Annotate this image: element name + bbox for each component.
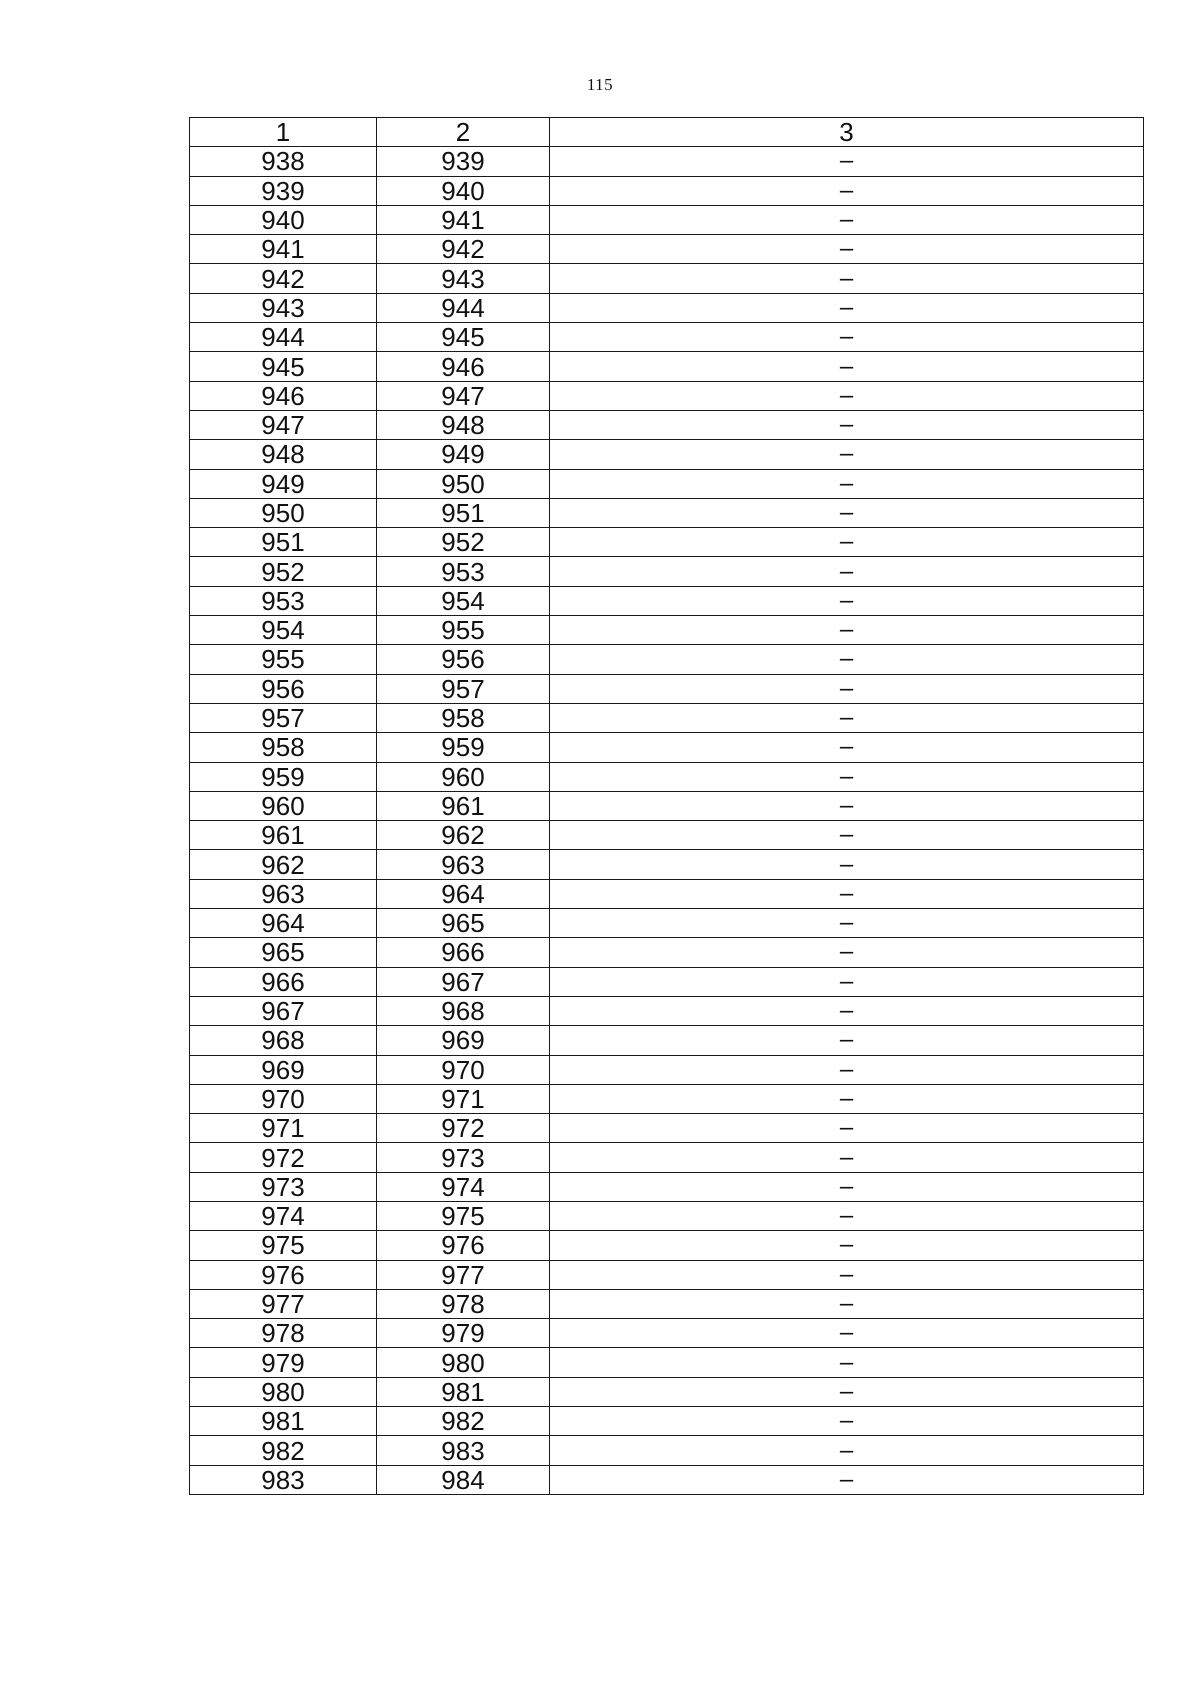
table-row [190,557,1144,586]
cell-col-2: 954 [377,586,550,615]
cell-col-2: 948 [377,410,550,439]
table-row [190,498,1144,527]
cell-col-2: 959 [377,733,550,762]
table-row [190,469,1144,498]
cell-col-3: – [550,850,1144,879]
cell-col-1: 938 [190,147,377,176]
table-row [190,1348,1144,1377]
cell-col-2: 960 [377,762,550,791]
cell-col-3: – [550,381,1144,410]
cell-col-1: 939 [190,176,377,205]
table-row [190,1026,1144,1055]
cell-col-2: 966 [377,938,550,967]
cell-col-3: – [550,645,1144,674]
cell-col-2: 976 [377,1231,550,1260]
table-row [190,1465,1144,1494]
table-row [190,1055,1144,1084]
table-row [190,352,1144,381]
cell-col-1: 972 [190,1143,377,1172]
column-header-1: 1 [190,118,377,147]
table-row [190,821,1144,850]
cell-col-1: 982 [190,1436,377,1465]
table-row [190,703,1144,732]
page-number: 115 [586,75,614,94]
table-row [190,293,1144,322]
table-row [190,1231,1144,1260]
cell-col-1: 943 [190,293,377,322]
cell-col-1: 960 [190,791,377,820]
cell-col-1: 978 [190,1319,377,1348]
cell-col-1: 955 [190,645,377,674]
cell-col-3: – [550,967,1144,996]
cell-col-1: 954 [190,616,377,645]
cell-col-1: 971 [190,1114,377,1143]
cell-col-2: 967 [377,967,550,996]
cell-col-3: – [550,293,1144,322]
cell-col-1: 979 [190,1348,377,1377]
cell-col-1: 950 [190,498,377,527]
table-row [190,938,1144,967]
cell-col-3: – [550,1465,1144,1494]
table-row [190,323,1144,352]
table-row [190,909,1144,938]
cell-col-3: – [550,235,1144,264]
cell-col-1: 973 [190,1172,377,1201]
cell-col-2: 978 [377,1289,550,1318]
cell-col-3: – [550,762,1144,791]
table-row [190,1143,1144,1172]
cell-col-1: 964 [190,909,377,938]
table-row [190,1436,1144,1465]
cell-col-2: 961 [377,791,550,820]
table-row [190,1172,1144,1201]
cell-col-2: 975 [377,1201,550,1230]
table-row [190,440,1144,469]
cell-col-1: 941 [190,235,377,264]
cell-col-2: 946 [377,352,550,381]
cell-col-3: – [550,674,1144,703]
cell-col-1: 981 [190,1407,377,1436]
table-row [190,791,1144,820]
cell-col-2: 979 [377,1319,550,1348]
table-row [190,1407,1144,1436]
cell-col-1: 958 [190,733,377,762]
cell-col-3: – [550,1231,1144,1260]
cell-col-3: – [550,410,1144,439]
table-row [190,381,1144,410]
cell-col-2: 977 [377,1260,550,1289]
table-row [190,879,1144,908]
cell-col-1: 956 [190,674,377,703]
cell-col-3: – [550,1201,1144,1230]
column-header-3: 3 [550,118,1144,147]
cell-col-2: 963 [377,850,550,879]
column-header-2: 2 [377,118,550,147]
cell-col-1: 965 [190,938,377,967]
cell-col-1: 946 [190,381,377,410]
table-row [190,410,1144,439]
cell-col-2: 982 [377,1407,550,1436]
cell-col-2: 950 [377,469,550,498]
cell-col-2: 980 [377,1348,550,1377]
cell-col-1: 957 [190,703,377,732]
cell-col-1: 951 [190,528,377,557]
table-row [190,1084,1144,1113]
cell-col-1: 959 [190,762,377,791]
table-row [190,1260,1144,1289]
cell-col-1: 977 [190,1289,377,1318]
cell-col-3: – [550,586,1144,615]
data-table [189,117,1144,1495]
cell-col-3: – [550,1319,1144,1348]
cell-col-3: – [550,205,1144,234]
cell-col-1: 963 [190,879,377,908]
table-row [190,264,1144,293]
table-row [190,205,1144,234]
cell-col-3: – [550,1055,1144,1084]
table-body [190,147,1144,1495]
cell-col-3: – [550,1143,1144,1172]
table-row [190,1377,1144,1406]
cell-col-1: 947 [190,410,377,439]
cell-col-2: 944 [377,293,550,322]
cell-col-2: 973 [377,1143,550,1172]
cell-col-2: 957 [377,674,550,703]
header-row [190,118,1144,147]
cell-col-2: 972 [377,1114,550,1143]
cell-col-3: – [550,733,1144,762]
cell-col-2: 974 [377,1172,550,1201]
cell-col-2: 947 [377,381,550,410]
cell-col-2: 952 [377,528,550,557]
cell-col-1: 975 [190,1231,377,1260]
cell-col-3: – [550,1172,1144,1201]
cell-col-2: 949 [377,440,550,469]
table-row [190,1319,1144,1348]
table-header [190,118,1144,147]
cell-col-1: 945 [190,352,377,381]
table-row [190,996,1144,1025]
cell-col-2: 970 [377,1055,550,1084]
table-row [190,1114,1144,1143]
table-row [190,586,1144,615]
cell-col-2: 945 [377,323,550,352]
cell-col-1: 953 [190,586,377,615]
cell-col-2: 984 [377,1465,550,1494]
cell-col-3: – [550,1260,1144,1289]
cell-col-3: – [550,1114,1144,1143]
cell-col-3: – [550,909,1144,938]
table-row [190,762,1144,791]
cell-col-2: 981 [377,1377,550,1406]
table-row [190,528,1144,557]
cell-col-1: 949 [190,469,377,498]
cell-col-1: 942 [190,264,377,293]
table-row [190,645,1144,674]
cell-col-3: – [550,996,1144,1025]
cell-col-3: – [550,498,1144,527]
cell-col-3: – [550,264,1144,293]
cell-col-1: 944 [190,323,377,352]
cell-col-1: 980 [190,1377,377,1406]
cell-col-1: 948 [190,440,377,469]
cell-col-1: 962 [190,850,377,879]
table-row [190,235,1144,264]
cell-col-1: 968 [190,1026,377,1055]
table-row [190,147,1144,176]
cell-col-3: – [550,879,1144,908]
cell-col-2: 964 [377,879,550,908]
table-row [190,674,1144,703]
cell-col-3: – [550,323,1144,352]
cell-col-2: 971 [377,1084,550,1113]
cell-col-3: – [550,1377,1144,1406]
cell-col-3: – [550,1348,1144,1377]
cell-col-2: 939 [377,147,550,176]
cell-col-3: – [550,821,1144,850]
table-row [190,967,1144,996]
cell-col-2: 951 [377,498,550,527]
cell-col-1: 952 [190,557,377,586]
cell-col-3: – [550,703,1144,732]
cell-col-1: 961 [190,821,377,850]
cell-col-1: 983 [190,1465,377,1494]
cell-col-2: 940 [377,176,550,205]
cell-col-1: 974 [190,1201,377,1230]
cell-col-3: – [550,1407,1144,1436]
cell-col-2: 956 [377,645,550,674]
cell-col-3: – [550,616,1144,645]
table-row [190,176,1144,205]
cell-col-3: – [550,557,1144,586]
cell-col-2: 965 [377,909,550,938]
cell-col-3: – [550,791,1144,820]
table-row [190,850,1144,879]
cell-col-3: – [550,1026,1144,1055]
cell-col-3: – [550,176,1144,205]
cell-col-1: 967 [190,996,377,1025]
cell-col-3: – [550,528,1144,557]
cell-col-3: – [550,1289,1144,1318]
cell-col-2: 955 [377,616,550,645]
cell-col-2: 969 [377,1026,550,1055]
cell-col-3: – [550,1436,1144,1465]
cell-col-1: 966 [190,967,377,996]
cell-col-2: 941 [377,205,550,234]
cell-col-3: – [550,938,1144,967]
table-row [190,733,1144,762]
cell-col-3: – [550,469,1144,498]
table-row [190,1289,1144,1318]
table-row [190,616,1144,645]
cell-col-2: 943 [377,264,550,293]
cell-col-2: 962 [377,821,550,850]
cell-col-3: – [550,440,1144,469]
cell-col-2: 942 [377,235,550,264]
cell-col-2: 958 [377,703,550,732]
cell-col-1: 970 [190,1084,377,1113]
cell-col-2: 983 [377,1436,550,1465]
table-row [190,1201,1144,1230]
cell-col-1: 969 [190,1055,377,1084]
cell-col-3: – [550,1084,1144,1113]
cell-col-1: 976 [190,1260,377,1289]
cell-col-3: – [550,352,1144,381]
cell-col-1: 940 [190,205,377,234]
cell-col-2: 953 [377,557,550,586]
cell-col-2: 968 [377,996,550,1025]
cell-col-3: – [550,147,1144,176]
